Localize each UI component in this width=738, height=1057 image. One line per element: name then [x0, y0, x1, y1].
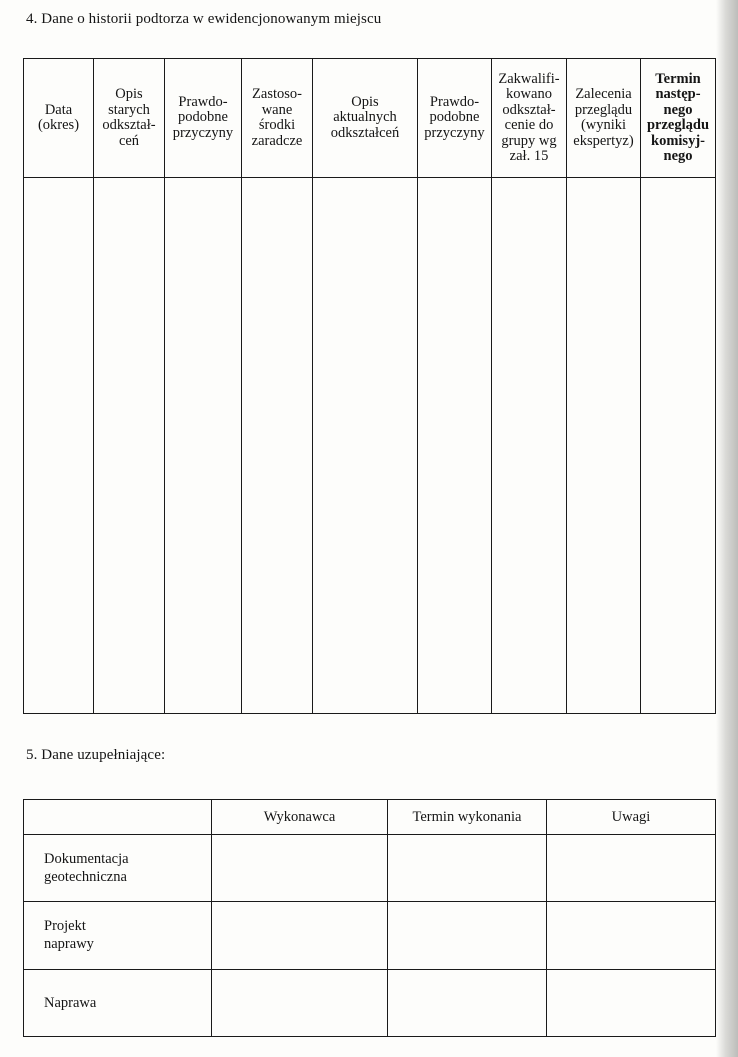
supplementary-table [23, 799, 716, 1037]
col-header-remedial-measures: Zastoso- wane środki zaradcze [242, 59, 313, 178]
col-header-current-deformations: Opis aktualnych odkształceń [313, 59, 418, 178]
cell-notes[interactable] [547, 902, 716, 969]
cell-date[interactable] [24, 178, 94, 714]
row-label-repair-design: Projekt naprawy [24, 902, 212, 969]
row-repair [24, 969, 716, 1036]
col-header-probable-causes: Prawdo- podobne przyczyny [165, 59, 242, 178]
cell-contractor[interactable] [212, 969, 388, 1036]
row-label-geotechnical-documentation: Dokumentacja geotechniczna [24, 835, 212, 902]
cell-notes[interactable] [547, 969, 716, 1036]
row-label-repair: Naprawa [24, 969, 212, 1036]
col-header-inspection-recommendations: Zalecenia przeglądu (wyniki ekspertyz) [567, 59, 641, 178]
section-4-title: 4. Dane o historii podtorza w ewidencjonowanym miejscu [26, 11, 382, 27]
scan-page-edge [716, 0, 738, 1057]
col-header-date: Data (okres) [24, 59, 94, 178]
supplementary-header-row [24, 800, 716, 835]
cell-next-inspection-date[interactable] [641, 178, 716, 714]
history-entry-row [24, 178, 716, 714]
cell-probable-causes[interactable] [165, 178, 242, 714]
section-5-title: 5. Dane uzupełniające: [26, 747, 166, 763]
cell-inspection-recommendations[interactable] [567, 178, 641, 714]
col-header-next-inspection-date: Termin następ- nego przeglądu komisyj- nego [641, 59, 716, 178]
col-header-old-deformations: Opis starych odkształ- ceń [94, 59, 165, 178]
col-header-deadline: Termin wykonania [388, 800, 547, 835]
history-table [23, 58, 716, 714]
history-header-row [24, 59, 716, 178]
cell-contractor[interactable] [212, 902, 388, 969]
cell-old-deformations[interactable] [94, 178, 165, 714]
cell-contractor[interactable] [212, 835, 388, 902]
col-header-notes: Uwagi [547, 800, 716, 835]
col-header-blank [24, 800, 212, 835]
cell-deadline[interactable] [388, 902, 547, 969]
row-geotechnical-documentation [24, 835, 716, 902]
cell-deadline[interactable] [388, 835, 547, 902]
cell-deadline[interactable] [388, 969, 547, 1036]
row-repair-design [24, 902, 716, 969]
cell-current-deformations[interactable] [313, 178, 418, 714]
col-header-contractor: Wykonawca [212, 800, 388, 835]
col-header-deformation-group: Zakwalifi- kowano odkształ- cenie do grupy wg zał. 15 [492, 59, 567, 178]
cell-deformation-group[interactable] [492, 178, 567, 714]
col-header-probable-causes-current: Prawdo- podobne przyczyny [418, 59, 492, 178]
cell-remedial-measures[interactable] [242, 178, 313, 714]
cell-probable-causes-current[interactable] [418, 178, 492, 714]
cell-notes[interactable] [547, 835, 716, 902]
